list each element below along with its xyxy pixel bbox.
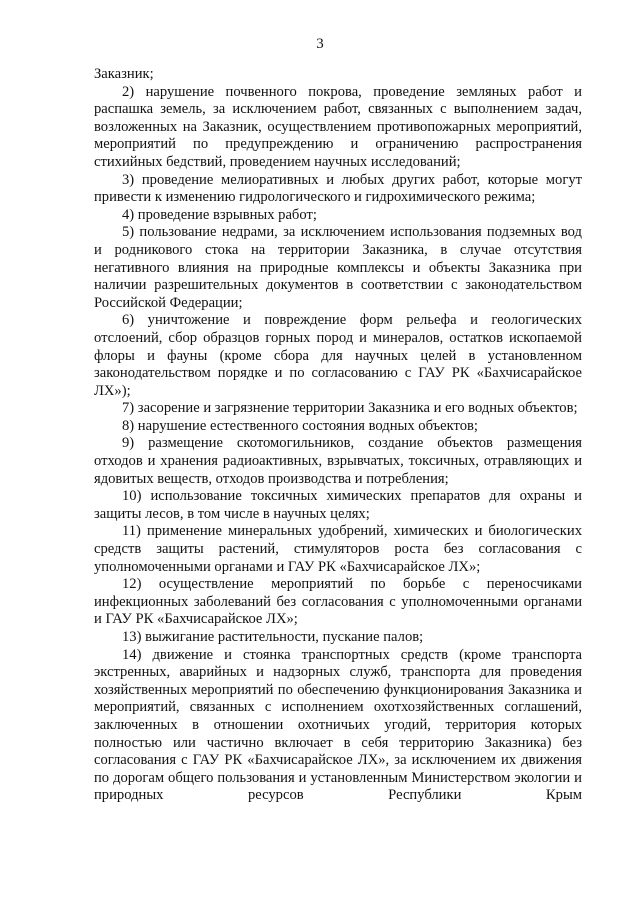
list-item-2: 2) нарушение почвенного покрова, проведение земляных работ и распашка земель, за исключением работ, связанных с выполнением задач, возложенных на Заказник, осуществлением противопожарных мероприятий, мероприятий по предупреждению и ограничению распространения стихийных бедствий, проведением научных исследований; [94,83,582,170]
list-item-10: 10) использование токсичных химических препаратов для охраны и защиты лесов, в том числе в научных целях; [94,488,582,522]
list-item-8: 8) нарушение естественного состояния водных объектов; [122,417,478,434]
list-item-3: 3) проведение мелиоративных и любых других работ, которые могут привести к изменению гидрологического и гидрохимического режима; [94,171,582,206]
list-item-11: 11) применение минеральных удобрений, химических и биологических средств защиты растений, стимуляторов роста без согласования с уполномоченными органами и ГАУ РК «Бахчисарайское ЛХ»; [94,523,582,575]
list-item-12: 12) осуществление мероприятий по борьбе с переносчиками инфекционных заболеваний без согласования с уполномоченными органами и ГАУ РК «Бахчисарайское ЛХ»; [94,576,582,628]
list-item-14: 14) движение и стоянка транспортных средств (кроме транспорта экстренных, аварийных и надзорных служб, транспорта для проведения хозяйственных мероприятий по обеспечению функционирования Заказника и мероприятий, связанных с исполнением охотхозяйственных соглашений, заключенных в отношении охотничьих угодий, территория которых полностью или частично включает в себя территорию Заказника) без согласования с ГАУ РК «Бахчисарайское ЛХ», за исключением их движения по дорогам общего пользования и установленным Министерством экологии и природных ресурсов Республики Крым [94,646,582,804]
list-item-7: 7) засорение и загрязнение территории Заказника и его водных объектов; [122,400,578,417]
list-item-5: 5) пользование недрами, за исключением использования подземных вод и родникового стока на территории Заказника, в случае отсутствия негативного влияния на природные комплексы и объекты Заказника при наличии разрешительных документов в соответствии с законодательством Российской Федерации; [94,224,582,311]
document-body [94,66,582,805]
list-item-4: 4) проведение взрывных работ; [122,206,317,223]
page-number: 3 [316,36,324,52]
paragraph-continuation: Заказник; [94,66,154,82]
list-item-9: 9) размещение скотомогильников, создание объектов размещения отходов и хранения радиоактивных, взрывчатых, токсичных, отравляющих и ядовитых веществ, отходов производства и потребления; [94,435,582,487]
list-item-13: 13) выжигание растительности, пускание палов; [122,629,424,645]
list-item-6: 6) уничтожение и повреждение форм рельефа и геологических отслоений, сбор образцов горных пород и минералов, остатков ископаемой флоры и фауны (кроме сбора для научных целей в установленном законодательством порядке и по согласованию с ГАУ РК «Бахчисарайское ЛХ»); [94,312,582,399]
